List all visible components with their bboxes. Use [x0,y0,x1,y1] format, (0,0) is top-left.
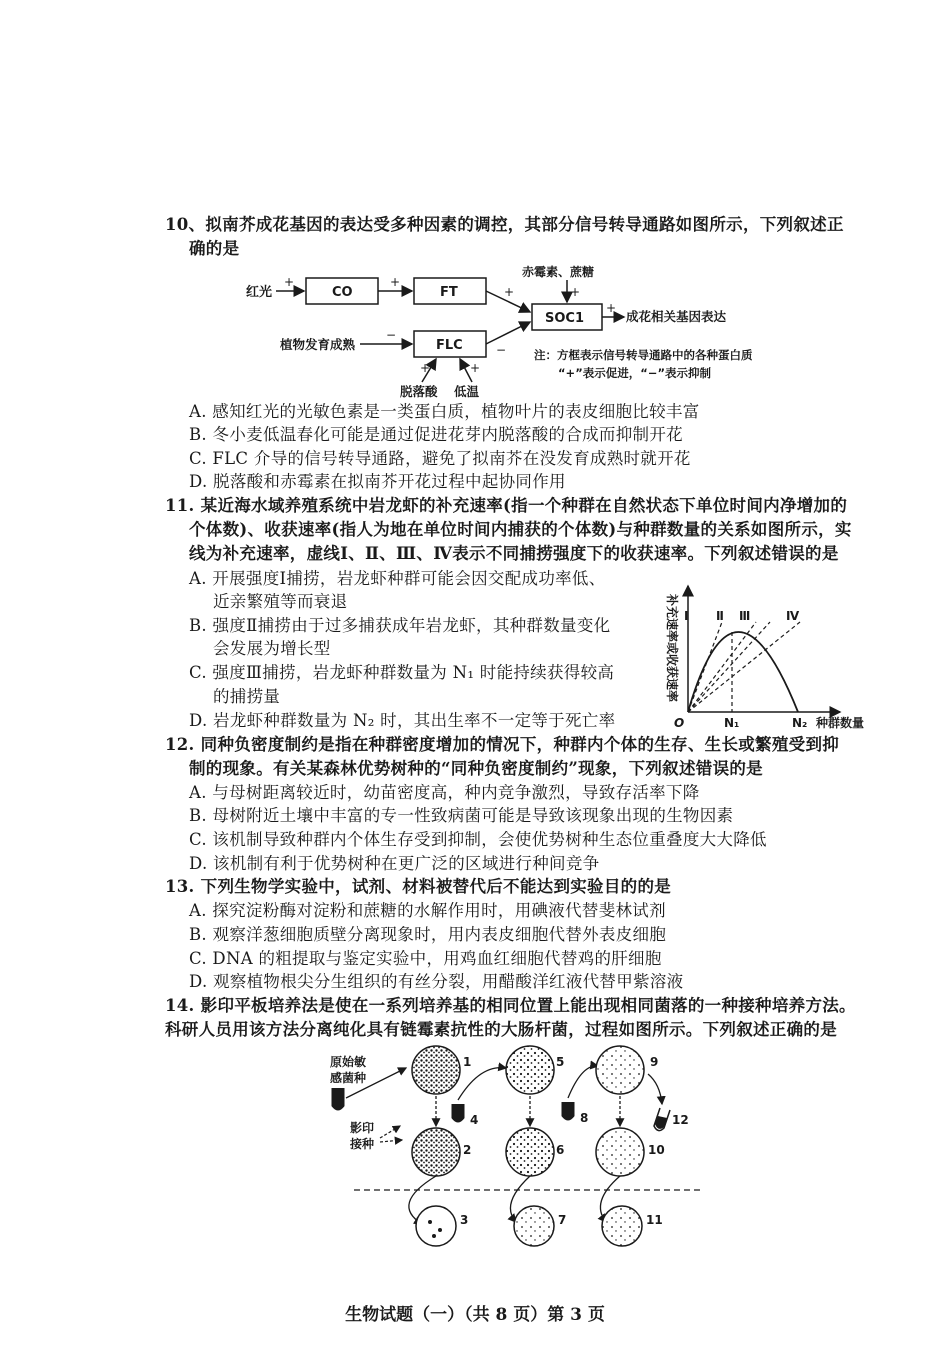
minus-sign: − [496,343,507,357]
q10-option-d: D. 脱落酸和赤霉素在拟南芥开花过程中起协同作用 [189,472,566,491]
page-footer: 生物试题（一）（共 8 页）第 3 页 [345,1305,605,1325]
diagram-note-1: 注：方框表示信号转导通路中的各种蛋白质 [534,348,753,362]
diagram-note-2: “+”表示促进，“−”表示抑制 [558,366,712,380]
minus-sign: − [386,328,397,342]
plate-2 [412,1128,460,1176]
tube-8 [562,1102,574,1120]
plate-3 [416,1206,456,1246]
plus-sign: + [504,285,515,299]
replica-label-1: 影印 [350,1121,375,1135]
plate-number: 2 [463,1143,472,1157]
replica-label-2: 接种 [350,1137,375,1151]
tube-4 [452,1104,464,1122]
ft-label: FT [440,285,458,300]
q11-option-d: D. 岩龙虾种群数量为 N₂ 时，其出生率不一定等于死亡率 [189,711,616,730]
q12-stem-line1: 12. 同种负密度制约是指在种群密度增加的情况下，种群内个体的生存、生长或繁殖受到抑 [165,735,840,754]
q12-option-b: B. 母树附近土壤中丰富的专一性致病菌可能是导致该现象出现的生物因素 [189,806,734,825]
plus-sign: + [390,275,401,289]
y-axis-label: 补充速率或收获速率 [665,594,679,703]
plate-number: 6 [556,1143,565,1157]
q11-rate-chart [650,580,910,732]
tube-number: 12 [672,1113,689,1127]
q11-option-a: A. 开展强度Ⅰ捕捞，岩龙虾种群可能会因交配成功率低、 [189,569,606,588]
q10-option-b: B. 冬小麦低温春化可能是通过促进花芽内脱落酸的合成而抑制开花 [189,425,683,444]
q11-option-c: C. 强度Ⅲ捕捞，岩龙虾种群数量为 N₁ 时能持续获得较高 [189,663,615,682]
plate-1 [412,1046,460,1094]
x-tick-n2: N₂ [792,716,808,730]
q13-stem: 13. 下列生物学实验中，试剂、材料被替代后不能达到实验目的的是 [165,877,672,896]
low-temp-label: 低温 [454,384,480,399]
gibberellin-label: 赤霉素、蔗糖 [522,265,595,279]
plate-7 [514,1206,554,1246]
soc1-label: SOC1 [545,311,584,326]
q10-option-a: A. 感知红光的光敏色素是一类蛋白质，植物叶片的表皮细胞比较丰富 [189,402,700,421]
series-label-3: Ⅲ [739,609,751,623]
q11-stem-line2: 个体数)、收获速率(指人为地在单位时间内捕获的个体数)与种群数量的关系如图所示，实 [189,520,852,539]
tube-number: 8 [580,1111,589,1125]
q12-option-d: D. 该机制有利于优势树种在更广泛的区域进行种间竞争 [189,854,600,873]
flc-label: FLC [436,338,463,353]
q10-stem-line2: 确的是 [189,239,240,258]
harvest-line-2 [688,622,756,712]
series-label-1: Ⅰ [684,609,689,623]
original-strain-label-2: 感菌种 [330,1071,367,1085]
q13-option-d: D. 观察植物根尖分生组织的有丝分裂，用醋酸洋红液代替甲紫溶液 [189,972,684,991]
series-label-2: Ⅱ [716,609,724,623]
plate-number: 1 [463,1055,472,1069]
q11-stem-line3: 线为补充速率，虚线Ⅰ、Ⅱ、Ⅲ、Ⅳ表示不同捕捞强度下的收获速率。下列叙述错误的是 [189,544,839,563]
plate-11 [602,1206,642,1246]
plus-sign: + [570,285,581,299]
q14-stem-line1: 14. 影印平板培养法是使在一系列培养基的相同位置上能出现相同菌落的一种接种培养方法。 [165,996,856,1015]
q10-signal-diagram [240,262,800,402]
q11-stem-line1: 11. 某近海水域养殖系统中岩龙虾的补充速率(指一个种群在自然状态下单位时间内净增加的 [165,496,848,515]
plate-5 [506,1046,554,1094]
q12-option-c: C. 该机制导致种群内个体生存受到抑制，会使优势树种生态位重叠度大大降低 [189,830,767,849]
tube-number: 4 [470,1113,479,1127]
plate-number: 9 [650,1055,659,1069]
q11-option-c-cont: 的捕捞量 [213,687,281,706]
aba-label: 脱落酸 [400,384,438,399]
harvest-line-3 [688,622,770,712]
plate-10 [596,1128,644,1176]
co-label: CO [332,285,353,300]
plate-number: 10 [648,1143,665,1157]
q10-option-c: C. FLC 介导的信号转导通路，避免了拟南芥在没发育成熟时就开花 [189,449,691,468]
series-label-4: Ⅳ [786,609,800,623]
output-label: 成花相关基因表达 [626,309,727,324]
plate-number: 7 [558,1213,567,1227]
plate-6 [506,1128,554,1176]
q13-option-b: B. 观察洋葱细胞质壁分离现象时，用内表皮细胞代替外表皮细胞 [189,925,667,944]
plus-sign: + [606,301,617,315]
q11-option-a-cont: 近亲繁殖等而衰退 [213,592,348,611]
original-strain-label-1: 原始敏 [330,1055,367,1069]
q13-option-c: C. DNA 的粗提取与鉴定实验中，用鸡血红细胞代替鸡的肝细胞 [189,949,662,968]
plate-9 [596,1046,644,1094]
plate-number: 5 [556,1055,565,1069]
plant-mature-label: 植物发育成熟 [280,337,356,352]
x-tick-n1: N₁ [724,716,740,730]
q12-stem-line2: 制的现象。有关某森林优势树种的“同种负密度制约”现象，下列叙述错误的是 [189,759,763,778]
q13-option-a: A. 探究淀粉酶对淀粉和蔗糖的水解作用时，用碘液代替斐林试剂 [189,901,666,920]
q14-replica-plating-diagram [330,1044,710,1256]
plus-sign: + [420,361,431,375]
q10-stem-line1: 10、拟南芥成花基因的表达受多种因素的调控，其部分信号转导通路如图所示，下列叙述正 [165,215,844,234]
q12-option-a: A. 与母树距离较近时，幼苗密度高，种内竞争激烈，导致存活率下降 [189,783,700,802]
tube-0 [332,1088,344,1110]
origin-label: O [674,716,685,730]
q14-stem-line2: 科研人员用该方法分离纯化具有链霉素抗性的大肠杆菌，过程如图所示。下列叙述正确的是 [165,1020,837,1039]
plus-sign: + [284,275,295,289]
red-light-label: 红光 [246,285,273,300]
recruitment-curve [688,632,798,712]
plus-sign: + [470,361,481,375]
q11-option-b-cont: 会发展为增长型 [213,639,331,658]
q11-option-b: B. 强度Ⅱ捕捞由于过多捕获成年岩龙虾，其种群数量变化 [189,616,611,635]
plate-number: 11 [646,1213,663,1227]
x-axis-label: 种群数量 [816,716,865,730]
plate-number: 3 [460,1213,469,1227]
